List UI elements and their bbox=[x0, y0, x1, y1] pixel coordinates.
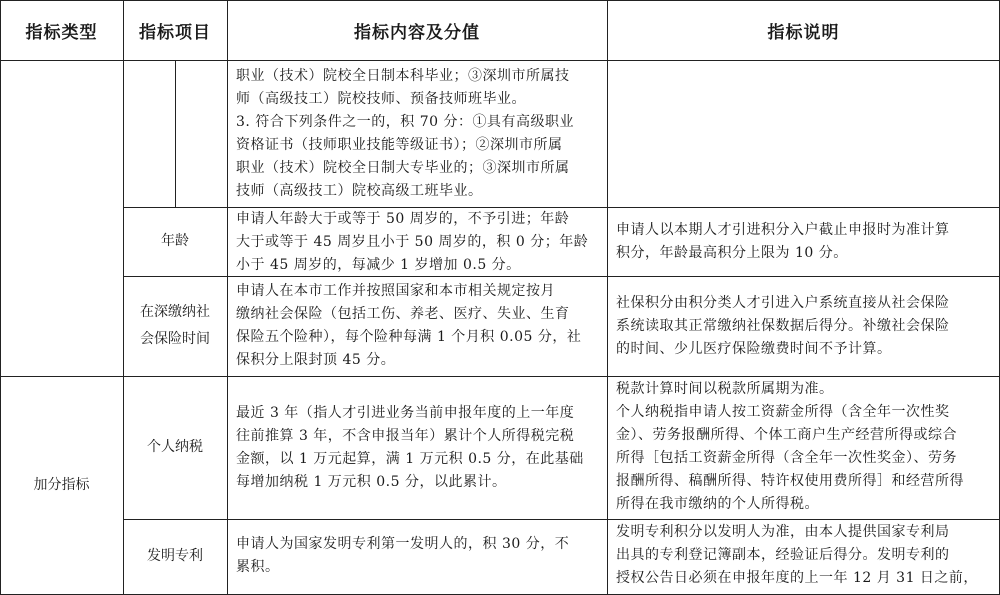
note-line: 金）、劳务报酬所得、个体工商户生产经营所得或综合 bbox=[616, 427, 957, 443]
tax-note bbox=[607, 378, 1000, 519]
item-age: 年龄 bbox=[161, 233, 189, 249]
note-line: 授权公告日必须在申报年度的上一年 12 月 31 日之前， bbox=[616, 570, 978, 586]
content-line: 3. 符合下列条件之一的，积 70 分：①具有高级职业 bbox=[236, 114, 575, 130]
note-line: 社保积分由积分类人才引进入户系统直接从社会保险 bbox=[616, 295, 950, 311]
note-line: 报酬所得、稿酬所得、特许权使用费所得］和经营所得 bbox=[616, 473, 964, 489]
content-line: 申请人在本市工作并按照国家和本市相关规定按月 bbox=[236, 283, 555, 299]
content-line: 金额，以 1 万元起算，满 1 万元积 0.5 分，在此基础 bbox=[236, 451, 584, 467]
content-line: 大于或等于 45 周岁且小于 50 周岁的，积 0 分；年龄 bbox=[236, 234, 589, 250]
note-line: 税款计算时间以税款所属期为准。 bbox=[616, 381, 834, 397]
content-line: 申请人为国家发明专利第一发明人的，积 30 分，不 bbox=[236, 536, 570, 552]
header-item: 指标项目 bbox=[139, 22, 211, 43]
note-line: 申请人以本期人才引进积分入户截止申报时为准计算 bbox=[616, 222, 950, 238]
content-line: 保积分上限封顶 45 分。 bbox=[236, 352, 396, 368]
note-line: 系统读取其正常缴纳社保数据后得分。补缴社会保险 bbox=[616, 318, 950, 334]
header-content: 指标内容及分值 bbox=[354, 22, 480, 43]
cont-content bbox=[227, 65, 607, 207]
item-line: 在深缴纳社 bbox=[140, 304, 210, 320]
rule bbox=[123, 276, 1000, 277]
item-personal-tax: 个人纳税 bbox=[147, 439, 203, 455]
tax-content bbox=[227, 402, 607, 519]
social-note bbox=[607, 292, 1000, 376]
rule bbox=[123, 519, 1000, 520]
content-line: 累积。 bbox=[236, 559, 280, 575]
item-invention-patent: 发明专利 bbox=[147, 548, 203, 564]
age-content bbox=[227, 208, 607, 276]
note-line: 所得在我市缴纳的个人所得税。 bbox=[616, 496, 819, 512]
type-bonus: 加分指标 bbox=[33, 476, 90, 493]
content-line: 师（高级技工）院校技师、预备技师班毕业。 bbox=[236, 91, 526, 107]
content-line: 申请人年龄大于或等于 50 周岁的，不予引进；年龄 bbox=[236, 211, 570, 227]
patent-content bbox=[227, 533, 607, 594]
content-line: 每增加纳税 1 万元积 0.5 分，以此累计。 bbox=[236, 474, 507, 490]
age-note bbox=[607, 219, 1000, 269]
note-line: 个人纳税指申请人按工资薪金所得（含全年一次性奖 bbox=[616, 404, 950, 420]
note-line: 的时间、少儿医疗保险缴费时间不予计算。 bbox=[616, 341, 892, 357]
content-line: 职业（技术）院校全日制大专毕业的；③深圳市所属 bbox=[236, 160, 570, 176]
content-line: 最近 3 年（指人才引进业务当前申报年度的上一年度 bbox=[236, 405, 575, 421]
social-content bbox=[227, 280, 607, 376]
rule bbox=[175, 60, 176, 207]
content-line: 保险五个险种），每个险种每满 1 个月积 0.05 分，社 bbox=[236, 329, 582, 345]
content-line: 缴纳社会保险（包括工伤、养老、医疗、失业、生育 bbox=[236, 306, 570, 322]
note-line: 出具的专利登记簿副本，经验证后得分。发明专利的 bbox=[616, 547, 950, 563]
content-line: 往前推算 3 年，不含申报当年）累计个人所得税完税 bbox=[236, 428, 575, 444]
item-line: 会保险时间 bbox=[140, 331, 210, 347]
item-social-insurance bbox=[123, 276, 227, 376]
content-line: 小于 45 周岁的，每减少 1 岁增加 0.5 分。 bbox=[236, 257, 521, 273]
rule bbox=[0, 60, 1000, 61]
note-line: 所得［包括工资薪金所得（含全年一次性奖金）、劳务 bbox=[616, 450, 957, 466]
patent-note bbox=[607, 521, 1000, 594]
note-line: 积分，年龄最高积分上限为 10 分。 bbox=[616, 245, 848, 261]
content-line: 资格证书（技师职业技能等级证书）；②深圳市所属 bbox=[236, 137, 563, 153]
header-type: 指标类型 bbox=[25, 22, 98, 43]
content-line: 职业（技术）院校全日制本科毕业；③深圳市所属技 bbox=[236, 68, 570, 84]
note-line: 发明专利积分以发明人为准，由本人提供国家专利局 bbox=[616, 524, 950, 540]
content-line: 技师（高级技工）院校高级工班毕业。 bbox=[236, 183, 483, 199]
header-note: 指标说明 bbox=[767, 22, 840, 43]
